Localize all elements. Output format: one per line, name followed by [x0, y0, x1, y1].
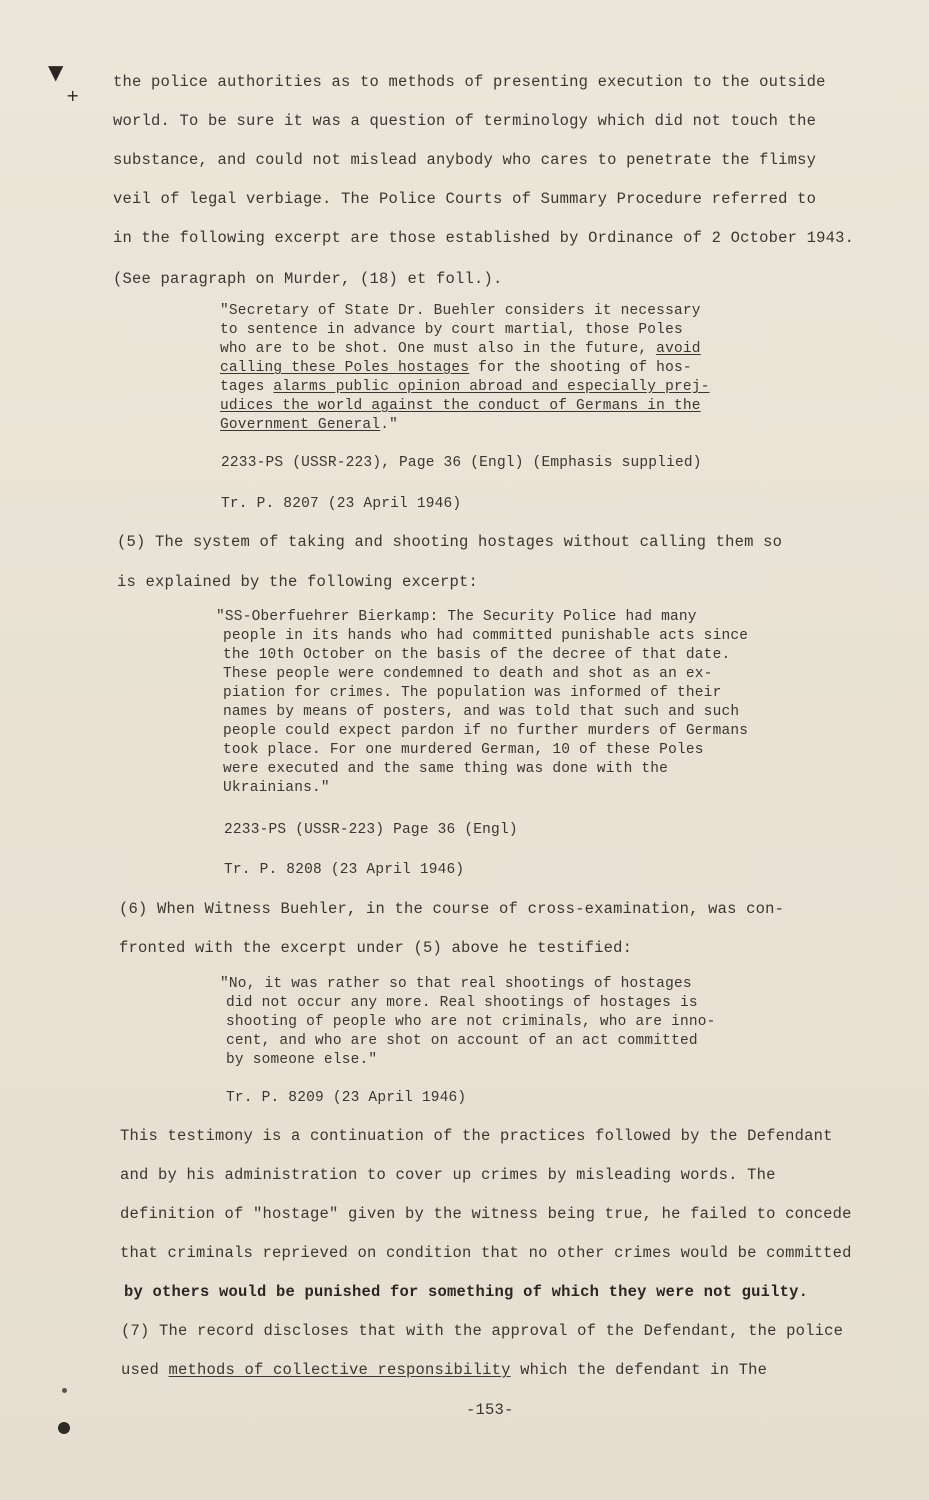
quote-line: the 10th October on the basis of the decree of that date. [223, 647, 731, 663]
quote-line: Ukrainians." [223, 780, 330, 796]
quote-line: piation for crimes. The population was informed of their [223, 685, 722, 701]
text-line: world. To be sure it was a question of terminology which did not touch the [113, 112, 817, 130]
quote-line [220, 398, 701, 414]
quote-line: "SS-Oberfuehrer Bierkamp: The Security Police had many [216, 609, 697, 625]
text-line: in the following excerpt are those established by Ordinance of 2 October 1943. [113, 229, 855, 247]
emphasis: Government General [220, 417, 381, 433]
quote-line: tages alarms public opinion abroad and especially prej- [220, 379, 710, 395]
citation: 2233-PS (USSR-223) Page 36 (Engl) [224, 822, 518, 838]
quote-line: who are to be shot. One must also in the future, avoid [220, 341, 701, 357]
quote-line: people could expect pardon if no further murders of Germans [223, 723, 749, 739]
quote-line: people in its hands who had committed punishable acts since [223, 628, 749, 644]
text-line: used methods of collective responsibility which the defendant in The [121, 1361, 768, 1379]
transcript-ref: Tr. P. 8208 (23 April 1946) [224, 862, 465, 878]
quote-line: Government General." [220, 417, 399, 433]
emphasis: avoid [656, 341, 701, 357]
margin-dot-icon [62, 1388, 67, 1393]
text-line: that criminals reprieved on condition that no other crimes would be committed [120, 1244, 852, 1262]
text-line: the police authorities as to methods of presenting execution to the outside [113, 73, 826, 91]
text-line: is explained by the following excerpt: [117, 573, 479, 591]
margin-blot-icon [58, 1422, 70, 1434]
quote-line: names by means of posters, and was told that such and such [223, 704, 740, 720]
text-line: veil of legal verbiage. The Police Courts of Summary Procedure referred to [113, 190, 817, 208]
emphasis: calling these Poles hostages [220, 360, 470, 376]
quote-line: were executed and the same thing was done with the [223, 761, 669, 777]
page-number: -153- [466, 1401, 514, 1419]
text-line: (6) When Witness Buehler, in the course of cross-examination, was con- [119, 900, 785, 918]
emphasis: methods of collective responsibility [168, 1361, 511, 1379]
transcript-ref: Tr. P. 8207 (23 April 1946) [221, 496, 462, 512]
text-line: definition of "hostage" given by the witness being true, he failed to concede [120, 1205, 852, 1223]
quote-line: "No, it was rather so that real shootings of hostages [220, 976, 692, 992]
emphasis: alarms public opinion abroad and especially prej- [273, 379, 710, 395]
text-line: substance, and could not mislead anybody who cares to penetrate the flimsy [113, 151, 817, 169]
emphasis: udices the world against the conduct of Germans in the [220, 398, 701, 414]
margin-mark-icon: ▼ [48, 60, 64, 84]
quote-line: These people were condemned to death and shot as an ex- [223, 666, 713, 682]
text-line: (See paragraph on Murder, (18) et foll.). [113, 270, 503, 288]
quote-line: cent, and who are shot on account of an act committed [226, 1033, 698, 1049]
quote-line: took place. For one murdered German, 10 of these Poles [223, 742, 704, 758]
quote-line: did not occur any more. Real shootings of hostages is [226, 995, 698, 1011]
transcript-ref: Tr. P. 8209 (23 April 1946) [226, 1090, 467, 1106]
text-line: (7) The record discloses that with the approval of the Defendant, the police [121, 1322, 844, 1340]
citation: 2233-PS (USSR-223), Page 36 (Engl) (Emphasis supplied) [221, 455, 702, 471]
text-line: fronted with the excerpt under (5) above he testified: [119, 939, 633, 957]
quote-line: to sentence in advance by court martial, those Poles [220, 322, 683, 338]
quote-line: calling these Poles hostages for the shooting of hos- [220, 360, 692, 376]
bold-text-line: by others would be punished for something of which they were not guilty. [124, 1283, 809, 1301]
margin-cross-icon: + [66, 86, 80, 105]
quote-line: "Secretary of State Dr. Buehler considers it necessary [220, 303, 701, 319]
quote-line: by someone else." [226, 1052, 378, 1068]
text-line: and by his administration to cover up crimes by misleading words. The [120, 1166, 776, 1184]
text-line: This testimony is a continuation of the practices followed by the Defendant [120, 1127, 833, 1145]
quote-line: shooting of people who are not criminals, who are inno- [226, 1014, 716, 1030]
text-line: (5) The system of taking and shooting hostages without calling them so [117, 533, 783, 551]
